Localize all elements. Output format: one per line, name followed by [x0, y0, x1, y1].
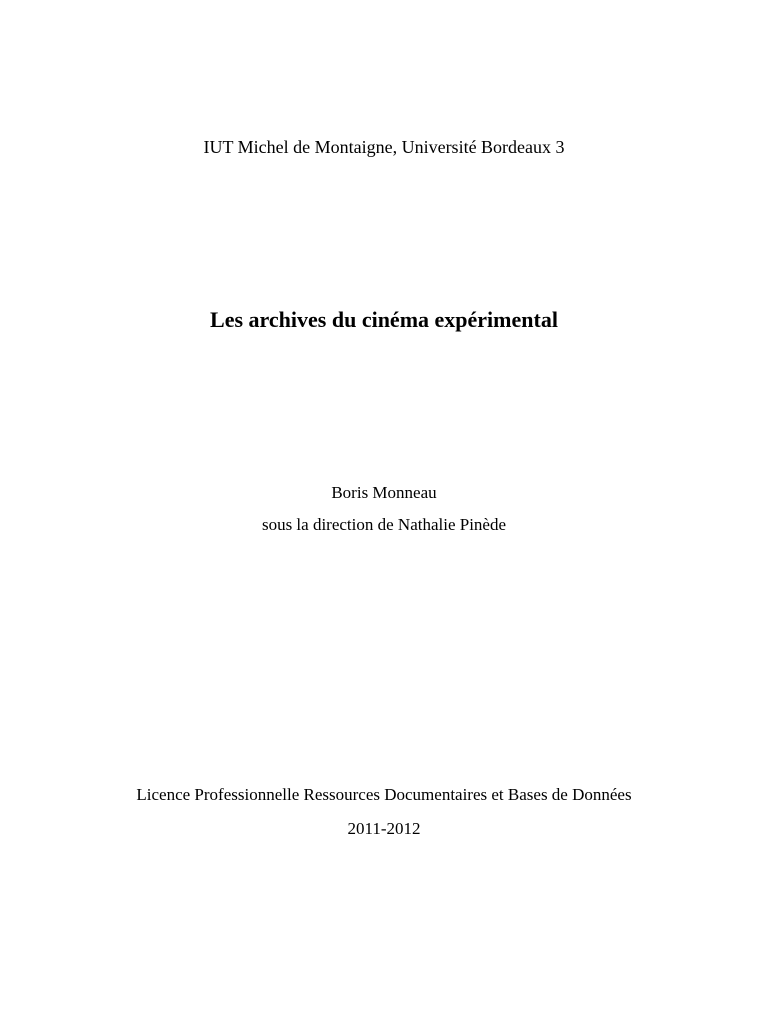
degree-program: Licence Professionnelle Ressources Documentaires et Bases de Données	[136, 785, 632, 804]
document-title: Les archives du cinéma expérimental	[210, 307, 558, 332]
supervisor-line: sous la direction de Nathalie Pinède	[261, 515, 507, 534]
author-name: Boris Monneau	[331, 483, 437, 502]
institution-name: IUT Michel de Montaigne, Université Bordeaux 3	[203, 137, 565, 157]
academic-year: 2011-2012	[347, 819, 421, 838]
